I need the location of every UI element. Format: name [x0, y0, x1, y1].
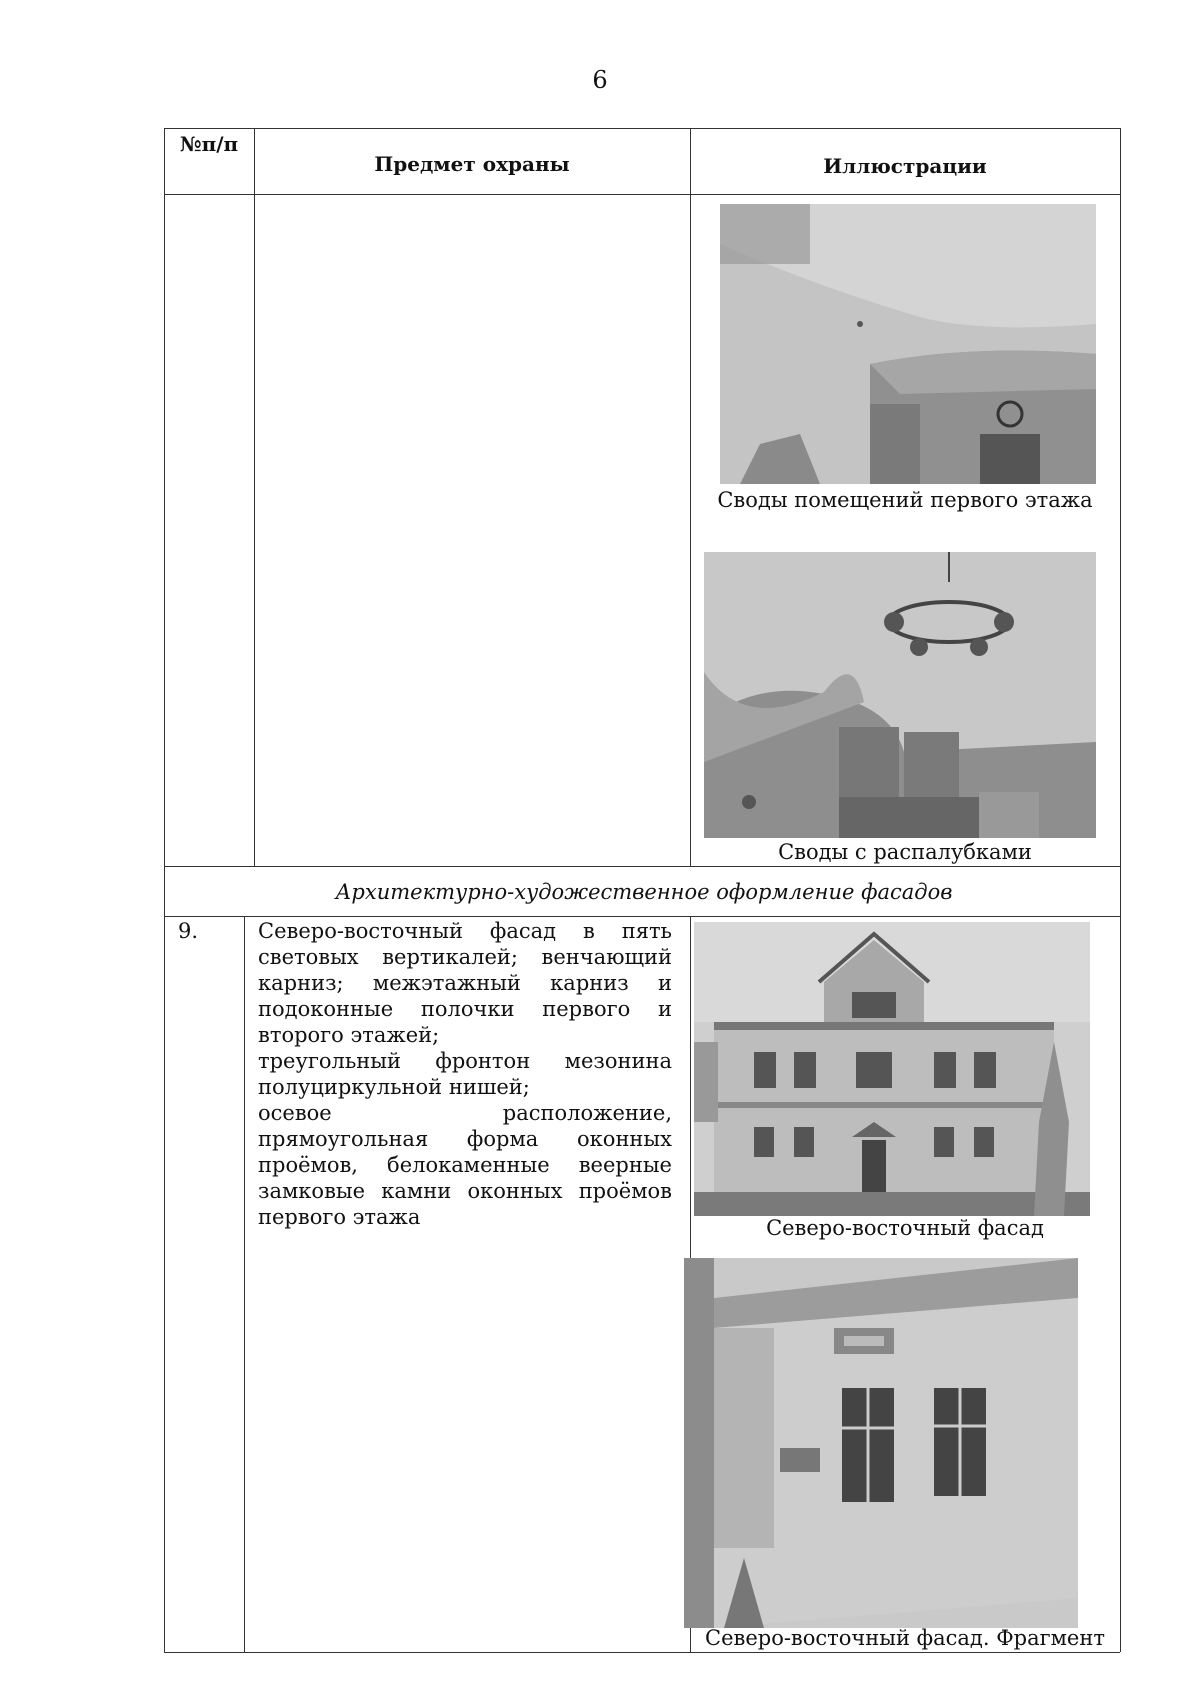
caption-vaults-lunettes: Своды с распалубками [778, 840, 1032, 864]
photo-northeast-facade-fragment-image [684, 1258, 1078, 1628]
header-subject: Предмет охраны [374, 152, 570, 176]
section-row-bottom [164, 916, 1120, 917]
row-9-description [258, 918, 672, 1230]
photo-vaults-first-floor [720, 204, 1096, 484]
photo-vaults-lunettes-image [704, 552, 1096, 838]
row-9-paragraph-2: треугольный фронтон мезонина полуциркульной нишей; [258, 1049, 672, 1099]
row-9-paragraph-3: осевое расположение, прямоугольная форма оконных проёмов, белокаменные веерные замковые камни оконных проёмов первого этажа [258, 1101, 672, 1229]
caption-northeast-facade: Северо-восточный фасад [766, 1216, 1044, 1240]
header-divider [164, 194, 1120, 195]
section-row-top [164, 866, 1120, 867]
column-divider-1-lower [244, 916, 245, 1652]
page-number: 6 [592, 66, 608, 94]
row-9-number: 9. [178, 919, 199, 943]
header-illustrations: Иллюстрации [823, 154, 987, 178]
photo-northeast-facade-image [694, 922, 1090, 1216]
row-9-paragraph-1: Северо-восточный фасад в пять световых вертикалей; венчающий карниз; межэтажный карниз и подоконные полочки первого и второго этажей; [258, 919, 672, 1047]
section-title-facades: Архитектурно-художественное оформление фасадов [335, 880, 953, 904]
caption-northeast-facade-fragment: Северо-восточный фасад. Фрагмент [705, 1626, 1105, 1650]
photo-vaults-lunettes [704, 552, 1096, 838]
caption-vaults-first-floor: Своды помещений первого этажа [717, 488, 1093, 512]
photo-northeast-facade [694, 922, 1090, 1216]
photo-northeast-facade-fragment [684, 1258, 1078, 1628]
column-divider-1-upper [254, 128, 255, 866]
header-num: №п/п [179, 132, 239, 156]
photo-vaults-first-floor-image [720, 204, 1096, 484]
table-border-top [164, 128, 1120, 129]
table-border-bottom [164, 1652, 1120, 1653]
